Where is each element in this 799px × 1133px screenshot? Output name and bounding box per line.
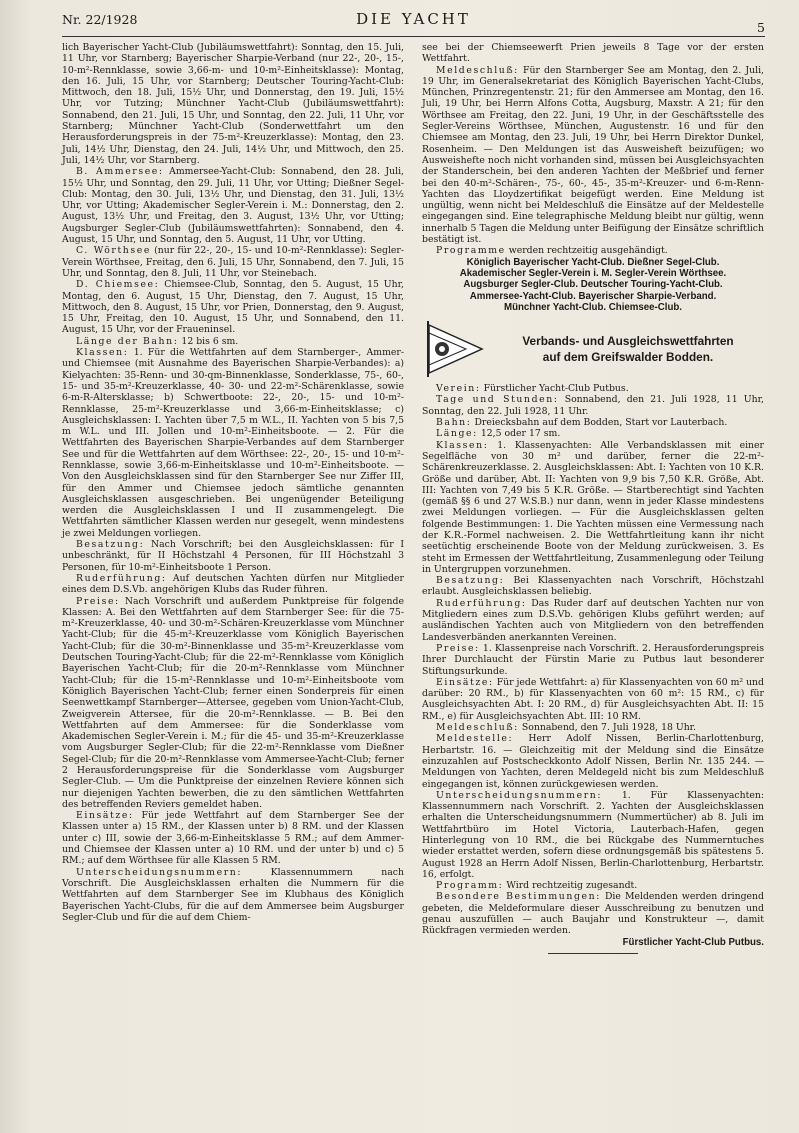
paragraph: Unterscheidungsnummern: Klassennummern nach Vorschrift. Die Ausgleichsklassen erhalten die Nummern für die Wettfahrten auf dem Starnberger See im Klubhaus des Königlich Bayerischen Yacht-Clubs, für die auf dem Ammersee beim Augsburger Segler-Club und für die auf dem Chiem- [62, 866, 404, 923]
paragraph: Preise: 1. Klassenpreise nach Vorschrift. 2. Herausforderungspreis Ihrer Durchlaucht der Fürstin Marie zu Putbus laut besonderer Stiftungsurkunde. [422, 642, 764, 677]
paragraph: Länge: 12,5 oder 17 sm. [436, 428, 561, 440]
paragraph: Klassen: 1. Für die Wettfahrten auf dem Starnberger-, Ammer- und Chiemsee (mit Ausnahme des Bayerischen Sharpie-Verbandes): a) Kielyachten: 35-Renn- und 30-qm-Binnenklasse, Sonderklasse, 75-, 60-, 15- und 35-m²-Kreuzerklasse, 40- 30- und 22-m²-Schärenklasse, sowie 6-m-R-Altersklasse; b) Schwertboote: 22-, 20-, 15- und 10-m²-Rennklasse, 25-m²-Kreuzerklasse und 3,66-m-Einheitsklasse; c) Ausgleichsklassen: I. Yachten über 7,5 m W.L., II. Yachten von 5 bis 7,5 m W.L. und III. Jollen und 10-m²-Einheitsboote. — 2. Für die Wettfahrten des Bayerischen Sharpie-Verbandes auf dem Starnberger See und für die Wettfahrten auf dem Wörthsee: 22-, 20-, 15- und 10-m²-Rennklasse, sowie 3,66-m-Einheitsklasse und 10-m²-Einheitsboote. — Von den Ausgleichsklassen sind für den Starnberger See nur Ziffer III, für den Ammer und Chiemsee jedoch sämtliche genannten Ausgleichsklassen ausgeschrieben. Bei ungenügender Beteiligung werden die Ausgleichsklassen I und II zusammengelegt. Die Wettfahrten sämtlicher Klassen werden nur gesegelt, wenn mindestens je zwei Meldungen vorliegen. [62, 347, 404, 539]
club-line: Akademischer Segler-Verein i. M. Segler-Verein Wörthsee. [459, 267, 727, 279]
paragraph: Programm: Wird rechtzeitig zugesandt. [436, 880, 638, 892]
paragraph: C. Wörthsee (nur für 22-, 20-, 15- und 10-m²-Rennklasse): Segler-Verein Wörthsee, Freitag, den 6. Juli, 15 Uhr, Sonnabend, den 7. Juli, 15 Uhr, und Sonntag, den 8. Juli, 11 Uhr, vor Steinebach. [62, 245, 404, 279]
paragraph: Unterscheidungsnummern: 1. Für Klassenyachten: Klassennummern nach Vorschrift. 2. Yachten der Ausgleichsklassen erhalten die Unterscheidungsnummern (Nummertücher) ab 8. Juli im Wettfahrtbüro im Hotel Victoria, Lauterbach-Hafen, gegen Hinterlegung von 10 RM., die bei Rückgabe des Nummerntuches wieder erstattet werden, sofern diese ordnungsgemäß bis spätestens 5. August 1928 an Herrn Adolf Nissen, Berlin-Charlottenburg, Herbartstr. 16, erfolgt. [422, 789, 764, 880]
club-line: Münchner Yacht-Club. Chiemsee-Club. [504, 301, 682, 313]
magazine-title: DIE YACHT [356, 10, 471, 28]
columns [62, 42, 765, 954]
paragraph: Meldestelle: Herr Adolf Nissen, Berlin-Charlottenburg, Herbartstr. 16. — Gleichzeitig mit der Meldung sind die Einsätze einzuzahlen auf Postscheckkonto Adolf Nissen, Berlin Nr. 135 244. — Meldungen von Yachten, deren Meldegeld nicht bis zum Meldeschluß eingegangen ist, können zurückgewiesen werden. [422, 733, 764, 790]
paragraph: Programme werden rechtzeitig ausgehändigt. [436, 245, 668, 257]
right-column [422, 42, 764, 954]
club-line: Ammersee-Yacht-Club. Bayerischer Sharpie-Verband. [469, 290, 717, 302]
signature: Fürstlicher Yacht-Club Putbus. [622, 936, 764, 948]
paragraph: see bei der Chiemseewerft Prien jeweils 8 Tage vor der ersten Wettfahrt. [422, 42, 764, 65]
paragraph: Einsätze: Für jede Wettfahrt auf dem Starnberger See der Klassen unter a) 15 RM., der Klassen unter b) 8 RM. und der Klassen unter c) III, sowie der 3,66-m-Einheitsklasse 5 RM.; auf dem Ammer- und Chiemsee der Klassen unter a) 10 RM. und der unter b) und c) 5 RM.; auf dem Wörthsee für alle Klassen 5 RM. [62, 810, 404, 867]
paragraph: B. Ammersee: Ammersee-Yacht-Club: Sonnabend, den 28. Juli, 15½ Uhr, und Sonntag, den 29. Juli, 11 Uhr, vor Utting; Dießner Segel-Club: Montag, den 30. Juli, 13½ Uhr, und Dienstag, den 31. Juli, 13½ Uhr, vor Utting; Akademischer Segler-Verein i. M.: Donnerstag, den 2. August, 13½ Uhr, und Freitag, den 3. August, 13½ Uhr, vor Utting; Augsburger Segler-Club (Jubiläumswettfahrten): Sonnabend, den 4. August, 15 Uhr, und Sonntag, den 5. August, 11 Uhr, vor Utting. [62, 166, 405, 246]
club-line: Königlich Bayerischer Yacht-Club. Dießner Segel-Club. [466, 256, 720, 268]
club-line: Augsburger Segler-Club. Deutscher Touring-Yacht-Club. [463, 279, 723, 291]
pennant-flag-icon [422, 319, 486, 379]
club-list [422, 257, 764, 313]
paragraph: Ruderführung: Auf deutschen Yachten dürfen nur Mitglieder eines dem D.S.Vb. angehörigen Klubs das Ruder führen. [62, 572, 404, 596]
paragraph: D. Chiemsee: Chiemsee-Club, Sonntag, den 5. August, 15 Uhr, Montag, den 6. August, 15 Uhr, Dienstag, den 7. August, 15 Uhr, Mittwoch, den 8. August, 15 Uhr, vor Prien, Donnerstag, den 9. August, 15 Uhr, Freitag, den 10. August, 15 Uhr, und Sonnabend, den 11. August, 15 Uhr, vor der Fraueninsel. [62, 279, 404, 336]
paragraph: Länge der Bahn: 12 bis 6 sm. [76, 335, 239, 347]
paragraph: Einsätze: Für jede Wettfahrt: a) für Klassenyachten von 60 m² und darüber: 20 RM., b) für Klassenyachten von 60 m²: 15 RM., c) für Ausgleichsyachten Abt. I: 20 RM., d) für Ausgleichsyachten Abt. II: 15 RM., e) für Ausgleichsyachten Abt. III: 10 RM. [422, 676, 764, 722]
page-header [62, 10, 765, 37]
paragraph: Meldeschluß: Für den Starnberger See am Montag, den 2. Juli, 19 Uhr, im Generalsekretariat des Königlich Bayerischen Yacht-Clubs, München, Prinzregentenstr. 21; für den Ammersee am Montag, den 16. Juli, 19 Uhr, bei Herrn Alfons Cotta, Augsburg, Maxstr. A 21; für den Wörthsee am Freitag, den 22. Juni, 19 Uhr, in der Geschäftsstelle des Segler-Vereins Wörthsee, München, Augustenstr. 16 und für den Chiemsee am Montag, den 23. Juli, 19 Uhr, bei Herrn Direktor Dunkel, Rosenheim. — Den Meldungen ist das Ausweisheft beizufügen; wo Ausweishefte noch nicht vorhanden sind, müssen bei Ausgleichsyachten der Standerschein, bei den anderen Yachten der Meßbrief und ferner bei den 40-m²-Schären-, 75-, 60-, 45-, 35-m²-Kreuzer- und 6-m-Renn-Yachten das Lloydzertifikat beigefügt werden. Eine Meldung ist ungültig, wenn nicht bei Meldeschluß die Einsätze auf der Meldestelle eingegangen sind. Eine telegraphische Meldung bleibt nur gültig, wenn innerhalb 5 Tagen die Meldung unter Beifügung der Einsätze schriftlich bestätigt ist. [422, 64, 764, 246]
left-column [62, 42, 404, 954]
section-title-line: auf dem Greifswalder Bodden. [542, 350, 714, 365]
paragraph: lich Bayerischer Yacht-Club (Jubiläumswettfahrt): Sonntag, den 15. Juli, 11 Uhr, vor Starnberg; Bayerischer Sharpie-Verband (nur 22-, 20-, 15-, 10-m²-Rennklasse, sowie 3,66-m- und 10-m²-Einheitsklasse): Montag, den 16. Juli, 15 Uhr, vor Starnberg; Deutscher Touring-Yacht-Club: Mittwoch, den 18. Juli, 15½ Uhr, und Donnerstag, den 19. Juli, 15½ Uhr, vor Tutzing; Münchner Yacht-Club (Jubiläumswettfahrt): Sonnabend, den 21. Juli, 15 Uhr, und Sonntag, den 22. Juli, 11 Uhr, vor Starnberg; Münchner Yacht-Club (Sonderwettfahrt um den Herausforderungspreis in der 75-m²-Kreuzerklasse): Montag, den 23. Juli, 14½ Uhr, Dienstag, den 24. Juli, 14½ Uhr, und Mittwoch, den 25. Juli, 14½ Uhr, vor Starnberg. [62, 42, 404, 166]
paragraph: Ruderführung: Das Ruder darf auf deutschen Yachten nur von Mitgliedern eines zum D.S.Vb. gehörigen Klubs geführt werden; auf ausländischen Yachten auch von Mitgliedern von den betreffenden Landesverbänden anerkannten Vereinen. [422, 597, 764, 643]
paragraph: Klassen: 1. Klassenyachten: Alle Verbandsklassen mit einer Segelfläche von 30 m² und darüber, ferner die 22-m²-Schärenkreuzerklasse. 2. Ausgleichsklassen: Abt. I: Yachten von 10 K.R. Größe und darüber, Abt. II: Yachten von 9,9 bis 7,50 K.R. Größe, Abt. III: Yachten von 7,49 bis 5 K.R. Größe. — Startberechtigt sind Yachten (gemäß §§ 6 und 27 W.S.B.) nur dann, wenn in jeder Klasse mindestens zwei Meldungen vorliegen. — Für die Ausgleichsklassen gelten folgende Bestimmungen: 1. Die Yachten müssen eine Vermessung nach der K.R.-Formel nachweisen. 2. Die Wettfahrtleitung kann ihr nicht seetüchtig erscheinende Boote von der Meldung zurückweisen. 3. Es steht im Ermessen der Wettfahrtleitung, Zusammenlegung oder Teilung in Untergruppen vorzunehmen. [422, 439, 764, 575]
paragraph: Preise: Nach Vorschrift und außerdem Punktpreise für folgende Klassen: A. Bei den Wettfahrten auf dem Starnberger See: für die 75-m²-Kreuzerklasse, 40- und 30-m²-Schären-Kreuzerklasse vom Münchner Yacht-Club; für die 45-m²-Kreuzerklasse vom Königlich Bayerischen Yacht-Club; für die 30-m²-Binnenklasse und 35-m²-Kreuzerklasse vom Deutschen Touring-Yacht-Club; für die 22-m²-Rennklasse vom Königlich Bayerischen Yacht-Club; für die 20-m²-Rennklasse vom Münchner Yacht-Club; für die 15-m²-Rennklasse und 10-m²-Einheitsboote vom Königlich Bayerischen Yacht-Club; ferner einen Sonderpreis für einen Seenwettkampf Starnberger—Attersee, gegeben vom Union-Yacht-Club, Zweigverein Attersee, für die 20-m²-Rennklasse. — B. Bei den Wettfahrten auf dem Ammersee: für die Sonderklasse vom Akademischen Segler-Verein i. M.; für die 45- und 35-m²-Kreuzerklasse vom Augsburger Segler-Club; für die 22-m²-Rennklasse vom Dießner Segel-Club; für die 20-m²-Rennklasse vom Ammersee-Yacht-Club; ferner 2 Herausforderungspreise für die Sonderklasse vom Augsburger Segler-Club. — Um die Punktpreise der einzelnen Reviere können sich nur diejenigen Yachten bewerben, die zu den sämtlichen Wettfahrten des betreffenden Reviers gemeldet haben. [62, 595, 404, 810]
section-title [492, 333, 764, 365]
paragraph: Tage und Stunden: Sonnabend, den 21. Juli 1928, 11 Uhr, Sonntag, den 22. Juli 1928, 11 Uhr. [422, 394, 764, 417]
issue-number: Nr. 22/1928 [62, 12, 138, 27]
closing-rule [548, 953, 638, 954]
paragraph: Bahn: Dreiecksbahn auf dem Bodden, Start vor Lauterbach. [436, 417, 728, 429]
section-title-line: Verbands- und Ausgleichswettfahrten [522, 334, 734, 349]
page-number: 5 [757, 20, 765, 35]
paragraph: Besatzung: Bei Klassenyachten nach Vorschrift, Höchstzahl erlaubt. Ausgleichsklassen beliebig. [422, 575, 764, 598]
paragraph: Verein: Fürstlicher Yacht-Club Putbus. [436, 383, 629, 395]
paragraph: Besatzung: Nach Vorschrift; bei den Ausgleichsklassen: für I unbeschränkt, für II Höchstzahl 4 Personen, für III Höchstzahl 3 Personen, für 10-m²-Einheitsboote 1 Person. [62, 539, 404, 573]
paragraph: Meldeschluß: Sonnabend, den 7. Juli 1928, 18 Uhr. [436, 722, 697, 734]
paragraph: Besondere Bestimmungen: Die Meldenden werden dringend gebeten, die Meldeformulare dieser Ausschreibung zu benutzen und genau auszufüllen — auch Baujahr und Konstrukteur —, damit Rückfragen vermieden werden. [422, 891, 764, 937]
section-banner [422, 319, 764, 379]
